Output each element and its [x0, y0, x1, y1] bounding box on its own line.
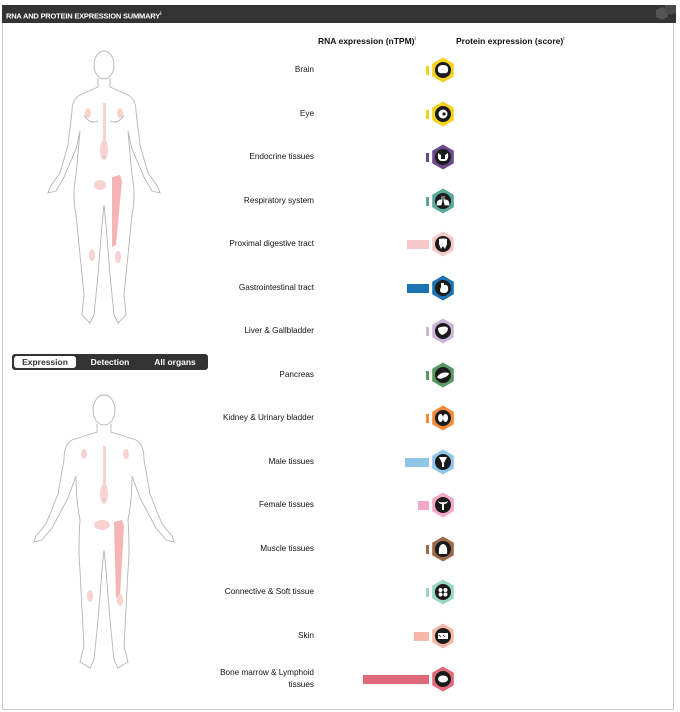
section-header — [2, 5, 676, 23]
rna-expression-bar[interactable] — [426, 153, 429, 162]
female-icon[interactable] — [431, 490, 455, 520]
rna-expression-bar[interactable] — [418, 501, 429, 510]
tissue-row[interactable] — [0, 316, 680, 346]
tissue-row[interactable] — [0, 360, 680, 390]
hexagon-pattern-icon — [652, 5, 676, 23]
tissue-row[interactable] — [0, 490, 680, 520]
rna-expression-bar[interactable] — [426, 414, 429, 423]
info-icon[interactable]: i — [160, 11, 162, 17]
tissue-label[interactable]: Kidney & Urinary bladder — [222, 413, 314, 422]
tissue-label[interactable]: Proximal digestive tract — [229, 239, 314, 248]
muscle-icon[interactable] — [431, 534, 455, 564]
tissue-row[interactable] — [0, 273, 680, 303]
tissue-row[interactable] — [0, 142, 680, 172]
tissue-label[interactable]: Bone marrow & Lymphoid tissues — [220, 668, 314, 689]
tissue-row[interactable] — [0, 621, 680, 651]
tissue-row[interactable] — [0, 664, 680, 694]
protein-column-header: Protein expression (score)$^i$ — [456, 36, 565, 46]
tissue-label[interactable]: Female tissues — [258, 500, 314, 509]
rna-expression-bar[interactable] — [426, 371, 429, 380]
tissue-label[interactable]: Endocrine tissues — [249, 152, 314, 161]
lungs-icon[interactable] — [431, 186, 455, 216]
rna-expression-bar[interactable] — [405, 458, 429, 467]
tissue-label[interactable]: Respiratory system — [243, 195, 314, 205]
rna-column-header: RNA expression (nTPM)$^i$ — [318, 36, 416, 46]
stomach-icon[interactable] — [431, 273, 455, 303]
rna-expression-bar[interactable] — [426, 66, 429, 75]
tissue-row[interactable] — [0, 403, 680, 433]
tissue-row[interactable] — [0, 534, 680, 564]
tissue-label[interactable]: Eye — [299, 108, 314, 118]
rna-expression-bar[interactable] — [426, 588, 429, 597]
adipose-icon[interactable] — [431, 577, 455, 607]
tissue-label[interactable]: Male tissues — [268, 456, 314, 466]
rna-expression-bar[interactable] — [363, 675, 429, 684]
info-icon[interactable]: i — [414, 36, 416, 43]
thyroid-icon[interactable] — [431, 142, 455, 172]
rna-expression-bar[interactable] — [426, 197, 429, 206]
tooth-icon[interactable] — [431, 229, 455, 259]
info-icon[interactable]: i — [563, 36, 565, 43]
rna-expression-bar[interactable] — [426, 327, 429, 336]
all-organs-toggle-button[interactable]: All organs — [144, 356, 206, 368]
pancreas-icon[interactable] — [431, 360, 455, 390]
rna-expression-bar[interactable] — [407, 284, 429, 293]
tissue-row[interactable] — [0, 577, 680, 607]
tissue-label[interactable]: Muscle tissues — [260, 543, 314, 553]
rna-expression-bar[interactable] — [407, 240, 429, 249]
eye-icon[interactable] — [431, 99, 455, 129]
section-title: RNA AND PROTEIN EXPRESSION SUMMARY$^i$ — [6, 11, 162, 21]
tissue-label[interactable]: Brain — [294, 65, 314, 74]
tissue-label[interactable]: Gastrointestinal tract — [238, 282, 314, 292]
rna-expression-bar[interactable] — [426, 545, 429, 554]
tissue-label[interactable]: Liver & Gallbladder — [244, 326, 314, 335]
detection-toggle-button[interactable]: Detection — [82, 356, 138, 368]
tissue-row[interactable] — [0, 99, 680, 129]
tissue-label[interactable]: Connective & Soft tissue — [224, 587, 314, 596]
expression-toggle-button[interactable]: Expression — [14, 356, 76, 368]
kidney-icon[interactable] — [431, 403, 455, 433]
tissue-label[interactable]: Skin — [298, 630, 314, 640]
brain-icon[interactable] — [431, 55, 455, 85]
tissue-row[interactable] — [0, 229, 680, 259]
tissue-label[interactable]: Pancreas — [279, 369, 314, 379]
lymph-icon[interactable] — [431, 664, 455, 694]
liver-icon[interactable] — [431, 316, 455, 346]
rna-expression-bar[interactable] — [426, 110, 429, 119]
tissue-row[interactable] — [0, 447, 680, 477]
male-icon[interactable] — [431, 447, 455, 477]
rna-expression-bar[interactable] — [414, 632, 429, 641]
tissue-row[interactable] — [0, 55, 680, 85]
skin-icon[interactable] — [431, 621, 455, 651]
tissue-row[interactable] — [0, 186, 680, 216]
